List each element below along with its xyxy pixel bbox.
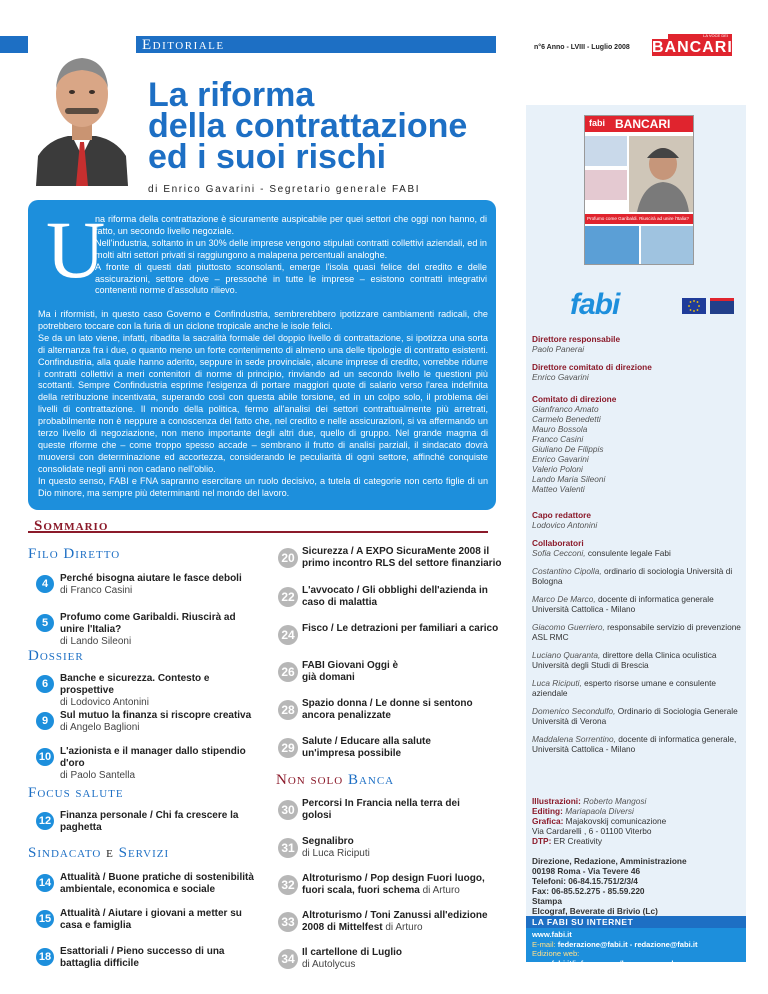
toc-title: Banche e sicurezza. Contesto e prospettive: [60, 673, 210, 696]
cover-thumb: [585, 226, 639, 265]
toc-title: Altroturismo / Pop design Fuori luogo, fuori scala, fuori schema: [302, 873, 485, 896]
toc-title: Spazio donna / Le donne si sentono ancora penalizzate: [302, 698, 473, 721]
brand-logo-small: LA VOCE DEI: [703, 33, 728, 38]
cover-thumb: [585, 170, 627, 200]
masthead-label: Collaboratori: [532, 538, 584, 548]
sommario-header: [28, 518, 488, 534]
page-number: 24: [278, 625, 298, 645]
collaborator-name: Luciano Quaranta,: [532, 650, 601, 660]
page-number: 31: [278, 838, 298, 858]
website-link[interactable]: www.fabi.it: [532, 930, 572, 939]
masthead-value: Lando Maria Sileoni: [532, 474, 606, 484]
toc-title: Attualità / Buone pratiche di sostenibilità ambientale, economica e sociale: [60, 872, 254, 895]
collaborator-name: Giacomo Guerriero,: [532, 622, 605, 632]
toc-author: di Angelo Baglioni: [60, 722, 140, 733]
collaborator-name: Sofia Cecconi,: [532, 548, 586, 558]
title-line: ed i suoi rischi: [148, 138, 387, 176]
masthead-label: Comitato di direzione: [532, 394, 617, 404]
masthead-value: Carmelo Benedetti: [532, 414, 601, 424]
masthead-label: DTP:: [532, 836, 552, 846]
collaborator-role: responsabile servizio di prevenzione ASL RMC: [532, 622, 741, 642]
paragraph: Nell'industria, soltanto in un 30% delle imprese vengono stipulati contratti collettivi aziendali, ed in molti altri settori privati si raggiungono a malapena percentuali analoghe.: [95, 237, 487, 260]
masthead-value: Stampa: [532, 896, 562, 906]
toc-title: Percorsi In Francia nella terra dei golosi: [302, 798, 460, 821]
internet-box: [526, 928, 746, 968]
collaborator-role: docente di informatica generale, Università Cattolica - Milano: [532, 734, 737, 754]
toc-author: di Arturo: [385, 922, 423, 933]
masthead-value: Majakovskij comunicazione: [565, 816, 667, 826]
partner-logo-icon: [710, 298, 734, 314]
page-number: 15: [36, 910, 54, 928]
collaborator-name: Domenico Secondulfo,: [532, 706, 616, 716]
editorial-body: [38, 309, 488, 500]
cover-brand-small: fabi: [589, 118, 606, 128]
page-number: 4: [36, 575, 54, 593]
masthead-value: Franco Casini: [532, 434, 584, 444]
collaborator-name: Marco De Marco,: [532, 594, 596, 604]
toc-title: Il cartellone di Luglio: [302, 947, 403, 958]
page-number: 20: [278, 548, 298, 568]
collaborator-role: Ordinario di Sociologia Generale Università di Verona: [532, 706, 738, 726]
masthead-value: Giuliano De Filippis: [532, 444, 604, 454]
page-number: 26: [278, 662, 298, 682]
brand-logo-word: BANCARI: [652, 39, 733, 56]
masthead-label: Direttore comitato di direzione: [532, 362, 652, 372]
masthead-label: Direttore responsabile: [532, 334, 621, 344]
toc-author: di Lodovico Antonini: [60, 697, 149, 708]
masthead-value: Paolo Panerai: [532, 344, 585, 354]
issue-info: n°6 Anno - LVIII - Luglio 2008: [534, 44, 630, 51]
collaborator-name: Maddalena Sorrentino,: [532, 734, 616, 744]
page-number: 9: [36, 712, 54, 730]
collaborator-role: esperto risorse umane e consulente aziendale: [532, 678, 717, 698]
masthead-director: [532, 334, 742, 354]
masthead-value: Enrico Gavarini: [532, 372, 589, 382]
masthead-value: Fax: 06-85.52.275 - 85.59.220: [532, 886, 645, 896]
masthead-value: Via Cardarelli , 6 - 01100 Viterbo: [532, 826, 652, 836]
cover-brand: BANCARI: [615, 117, 671, 131]
page-number: 10: [36, 748, 54, 766]
masthead-chief-editor: [532, 510, 742, 530]
masthead-label: Capo redattore: [532, 510, 592, 520]
masthead-value: ER Creativity: [553, 836, 603, 846]
toc-title: Salute / Educare alla salute un'impresa possibile: [302, 736, 431, 759]
page-number: 6: [36, 675, 54, 693]
fabi-logo-area: [570, 286, 736, 324]
masthead-value: 00198 Roma - Via Tevere 46: [532, 866, 641, 876]
toc-title: Fisco / Le detrazioni per familiari a carico: [302, 623, 499, 634]
section-word: Sindacato: [28, 845, 102, 861]
toc-title: Attualità / Aiutare i giovani a metter su casa e famiglia: [60, 908, 242, 931]
toc-title: L'azionista e il manager dallo stipendio d'oro: [60, 746, 246, 769]
collaborator-role: consulente legale Fabi: [587, 548, 671, 558]
page-number: 30: [278, 800, 298, 820]
editorial-intro: [95, 214, 487, 297]
section-dossier: Dossier: [28, 648, 84, 664]
drop-cap: U: [46, 204, 106, 295]
collaborator-role: docente di informatica generale Università Cattolica - Milano: [532, 594, 714, 614]
masthead-label: Grafica:: [532, 816, 564, 826]
toc-author: di Paolo Santella: [60, 770, 136, 781]
section-focus-salute: Focus salute: [28, 785, 124, 801]
masthead-value: Direzione, Redazione, Amministrazione: [532, 856, 687, 866]
toc-author: di Franco Casini: [60, 585, 133, 596]
page-number: 29: [278, 738, 298, 758]
byline: di Enrico Gavarini - Segretario generale FABI: [148, 184, 421, 195]
masthead-value: Telefoni: 06-84.15.751/2/3/4: [532, 876, 638, 886]
section-non-solo-banca: [276, 772, 394, 789]
collaborator-role: ordinario di sociologia Università di Bologna: [532, 566, 733, 586]
section-word: Banca: [347, 772, 395, 788]
masthead-value: Elcograf, Beverate di Brivio (Lc): [532, 906, 658, 916]
author-portrait: [28, 36, 136, 186]
toc-title: Perché bisogna aiutare le fasce deboli: [60, 573, 242, 584]
masthead-committee: [532, 394, 742, 494]
toc-title: Sul mutuo la finanza si riscopre creativa: [60, 710, 252, 721]
page-number: 34: [278, 949, 298, 969]
title-line: della contrattazione: [148, 107, 468, 145]
collaborator-name: Luca Riciputi,: [532, 678, 582, 688]
page-number: 22: [278, 587, 298, 607]
email-link[interactable]: federazione@fabi.it - redazione@fabi.it: [557, 939, 698, 949]
cover-thumb: [641, 226, 694, 265]
cover-thumb: [585, 136, 627, 166]
section-word: Non solo: [276, 772, 344, 788]
magazine-cover[interactable]: [584, 115, 694, 265]
page-number: 14: [36, 874, 54, 892]
paragraph: A fronte di questi dati piuttosto sconsolanti, emerge l'isola quasi felice del credito e delle assicurazioni, settore dove – pressoché in tutte le imprese – esistono contratti integrativi contenenti norme d'assoluto rilievo.: [95, 261, 487, 296]
toc-title: Profumo come Garibaldi. Riuscirà ad unire l'Italia?: [60, 612, 236, 635]
page-number: 5: [36, 614, 54, 632]
masthead-value: Matteo Valenti: [532, 484, 585, 494]
toc-author: di Autolycus: [302, 959, 356, 970]
collaborator-role: direttore della Clinica oculistica Università degli Studi di Brescia: [532, 650, 717, 670]
masthead-label: Illustrazioni:: [532, 796, 581, 806]
toc-title: Finanza personale / Chi fa crescere la paghetta: [60, 810, 239, 833]
toc-author: di Arturo: [422, 885, 460, 896]
masthead-value: Valerio Poloni: [532, 464, 583, 474]
masthead-committee-director: [532, 362, 742, 382]
paragraph: Ma i riformisti, in questo caso Governo e Confindustria, sembrerebbero ipotizzare cambiamenti radicali, che potrebbero toccare con la furia di un ciclone tropicale anche le isole felici.: [38, 309, 488, 331]
web-edition-label: Edizione web:: [532, 949, 580, 958]
brand-logo: [652, 34, 732, 56]
masthead-office: [532, 856, 742, 916]
eu-flag-icon: [682, 298, 706, 314]
masthead-value: Enrico Gavarini: [532, 454, 589, 464]
cover-photo: [629, 136, 694, 212]
masthead-value: Mauro Bossola: [532, 424, 588, 434]
collaborator-name: Costantino Cipolla,: [532, 566, 602, 576]
page-number: 12: [36, 812, 54, 830]
masthead-label: Editing:: [532, 806, 563, 816]
paragraph: Se da un lato viene, infatti, ribadita la sacralità formale del doppio livello di contrattazione, si ipotizza una sorta di alternanza fra i due, o quanto meno un forte contenimento di almeno una delle tipologie di contratto esistenti. Confindustria, alla quale hanno aderito, seppure in sede provinciale, alcune imprese di credito, vorrebbe ridurre i contratti collettivi a meri contenitori di norme di principio, rinviando ad un secondo livello le questioni più scottanti. Sempre Confindustria esprime l'esigenza di portare maggiori quote di salario verso l'area indefinita della retribuzione incentivata, superando così con questa abile torsione, ed in un colpo solo, il problema dei livelli di contrattazione. Il mondo della politica, fermo all'analisi dei settori contrattualmente più arretrati, probabilmente non è neppure a conoscenza del fatto che, nel credito e nelle assicurazioni, si va affermando un terzo livello di negoziazione, non meno importante degli altri due, quello di gruppo. Nel grande magma di queste riforme che – come troppo spesso accade – sembrano il frutto di analisi parziali, il sindacato dovrà muoversi con determinazione ed accortezza, considerando le peculiarità di ogni settore, affinché conquiste consolidate negli anni non cadano nell'oblio.: [38, 332, 488, 474]
section-label: Editoriale: [142, 37, 225, 53]
section-sindacato-servizi: [28, 845, 169, 862]
masthead-credits: [532, 796, 742, 846]
fabi-logo: fabi: [570, 288, 620, 321]
page-number: 32: [278, 875, 298, 895]
internet-header: LA FABI SU INTERNET: [526, 916, 746, 928]
cover-header: [585, 116, 694, 132]
cover-headline: Profumo come Garibaldi. Riuscirà ad unire l'Italia?: [585, 214, 694, 224]
page-number: 18: [36, 948, 54, 966]
masthead-collaborators: [532, 538, 742, 762]
section-filo-diretto: Filo Diretto: [28, 546, 121, 562]
sommario-title: Sommario: [34, 518, 109, 534]
toc-title: Sicurezza / A EXPO SicuraMente 2008 il primo incontro RLS del settore finanziario: [302, 546, 502, 569]
section-word: Servizi: [118, 845, 170, 861]
toc-title: Altroturismo / Toni Zanussi all'edizione 2008 di Mittelfest: [302, 910, 488, 933]
masthead-value: Gianfranco Amato: [532, 404, 599, 414]
toc-author: di Luca Riciputi: [302, 848, 370, 859]
toc-title: Esattoriali / Pieno successo di una battaglia difficile: [60, 946, 225, 969]
toc-author: di Lando Sileoni: [60, 636, 132, 647]
article-title: [148, 76, 508, 176]
masthead-value: Lodovico Antonini: [532, 520, 598, 530]
page-number: 28: [278, 700, 298, 720]
paragraph: In questo senso, FABI e FNA sapranno esercitare un ruolo decisivo, a tutela di categorie non certo figlie di un Dio minore, ma sempre più determinanti nel mondo del lavoro.: [38, 475, 488, 498]
title-line: La riforma: [148, 76, 315, 114]
email-label: E-mail:: [532, 939, 556, 949]
masthead-value: Roberto Mangosi: [583, 796, 647, 806]
toc-title: L'avvocato / Gli obblighi dell'azienda in caso di malattia: [302, 585, 488, 608]
toc-title: Segnalibro: [302, 836, 354, 847]
paragraph: na riforma della contrattazione è sicuramente auspicabile per quei settori che oggi non hanno, di fatto, un secondo livello negoziale.: [95, 214, 487, 236]
section-word: e: [106, 845, 114, 861]
toc-title: FABI Giovani Oggi è già domani: [302, 660, 399, 683]
web-edition-link[interactable]: www.fabi.it/info_e_news/la_voce_annale.asp: [532, 958, 693, 968]
masthead-value: Mariapaola Diversi: [565, 806, 634, 816]
page-number: 33: [278, 912, 298, 932]
